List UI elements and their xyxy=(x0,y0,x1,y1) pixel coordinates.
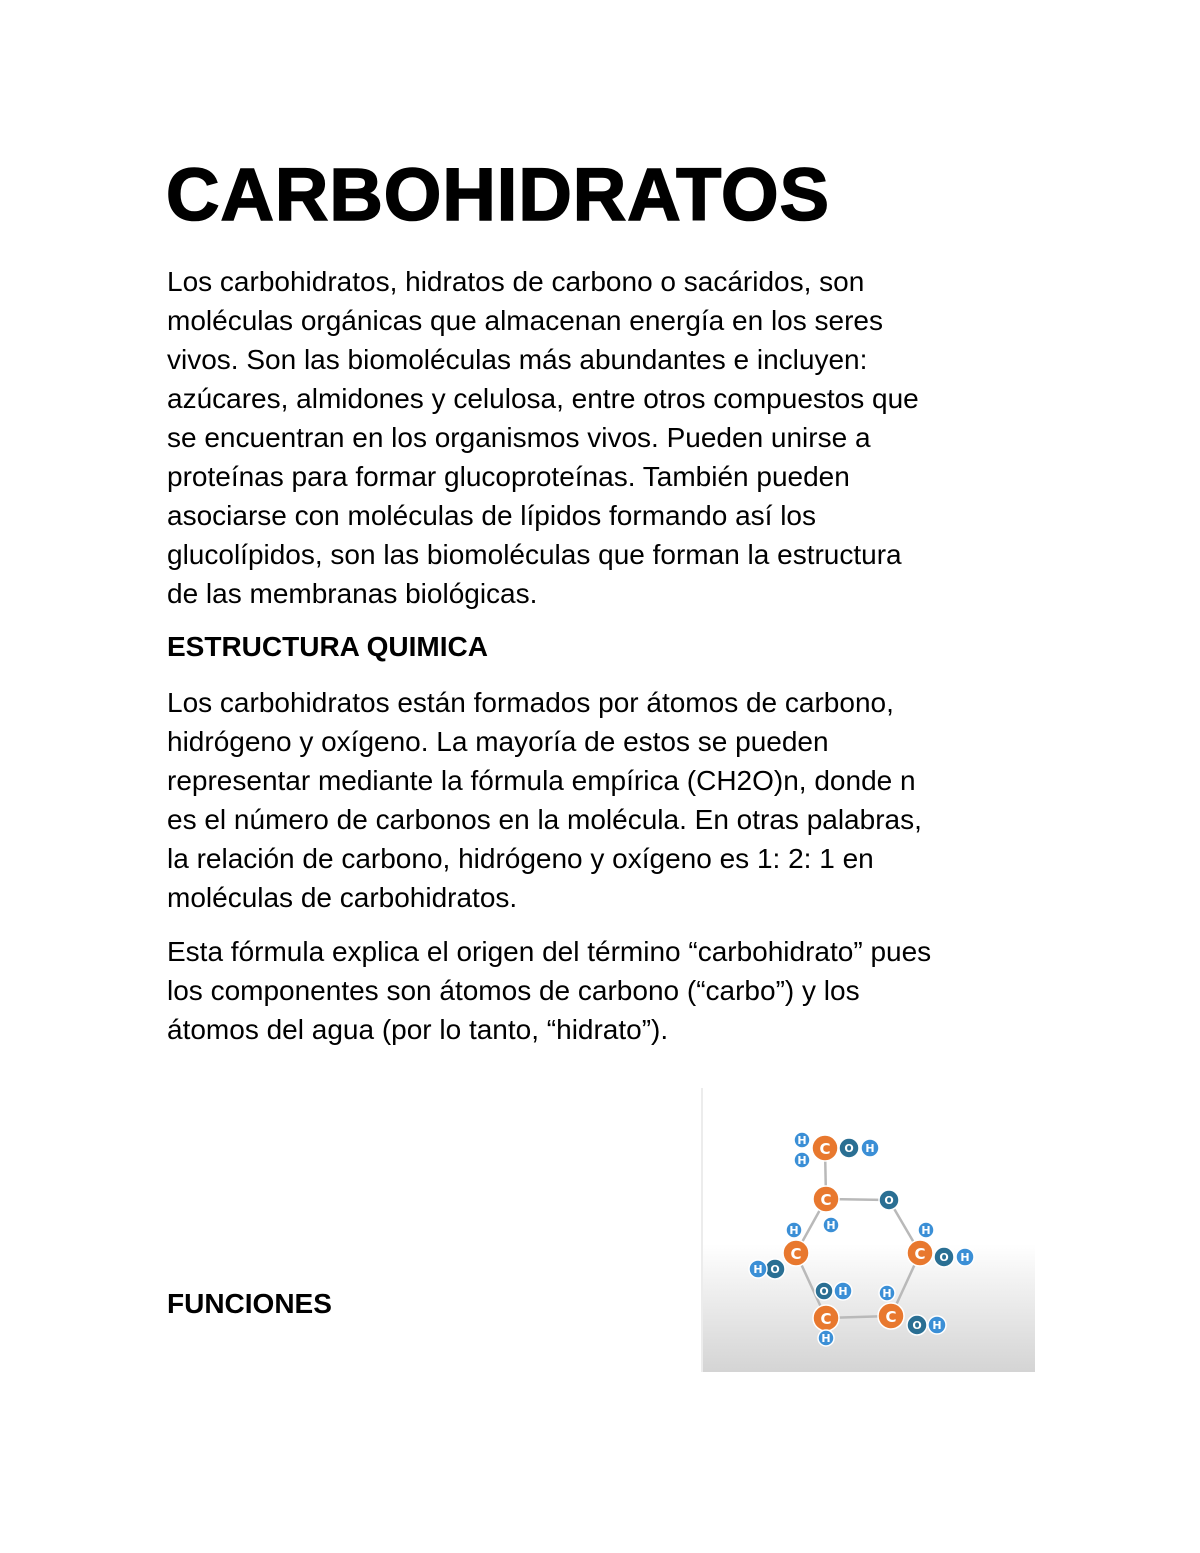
hydrogen-atom xyxy=(794,1132,810,1148)
carbon-atom xyxy=(813,1305,839,1331)
hydrogen-atom xyxy=(818,1330,834,1346)
svg-text:C: C xyxy=(790,1245,802,1263)
hydrogen-atom xyxy=(928,1316,946,1334)
svg-text:H: H xyxy=(865,1142,875,1155)
carbon-atom xyxy=(878,1303,904,1329)
hydrogen-atom xyxy=(749,1260,767,1278)
hydrogen-atom xyxy=(834,1282,852,1300)
carbon-atom xyxy=(907,1240,933,1266)
hydrogen-atom xyxy=(861,1139,879,1157)
svg-text:H: H xyxy=(921,1224,931,1237)
hydrogen-atom xyxy=(786,1222,802,1238)
svg-text:C: C xyxy=(914,1245,926,1263)
glucose-molecule-figure xyxy=(701,1088,1035,1372)
svg-text:H: H xyxy=(826,1219,836,1232)
svg-text:H: H xyxy=(960,1251,970,1264)
svg-text:O: O xyxy=(844,1142,854,1155)
estructura-paragraph-2: Esta fórmula explica el origen del término “carbohidrato” pues los componentes son átomos de carbono (“carbo”) y los átomos del agua (por lo tanto, “hidrato”). xyxy=(167,936,932,1045)
svg-text:H: H xyxy=(932,1319,942,1332)
svg-text:H: H xyxy=(797,1134,807,1147)
hydrogen-atom xyxy=(879,1285,895,1301)
carbon-atom xyxy=(783,1240,809,1266)
svg-text:O: O xyxy=(939,1251,949,1264)
oxygen-atom xyxy=(765,1259,785,1279)
intro-paragraph: Los carbohidratos, hidratos de carbono o sacáridos, son moléculas orgánicas que almacenan energía en los seres vivos. Son las biomoléculas más abundantes e incluyen: azúcares, almidones y celulosa, entre otros compuestos que se encuentran en los organismos vivos. Pueden unirse a proteínas para formar glucoproteínas. También pueden asociarse con moléculas de lípidos formando así los glucolípidos, son las biomoléculas que forman la estructura de las membranas biológicas. xyxy=(167,266,919,609)
svg-text:O: O xyxy=(770,1263,780,1276)
svg-text:O: O xyxy=(819,1285,829,1298)
svg-text:H: H xyxy=(821,1332,831,1345)
oxygen-atom xyxy=(934,1247,954,1267)
hydrogen-atom xyxy=(956,1248,974,1266)
hydrogen-atom xyxy=(794,1152,810,1168)
section-heading-funciones: FUNCIONES xyxy=(167,1288,332,1319)
svg-text:C: C xyxy=(820,1191,832,1209)
svg-text:O: O xyxy=(912,1319,922,1332)
hydrogen-atom xyxy=(823,1217,839,1233)
section-heading-estructura: ESTRUCTURA QUIMICA xyxy=(167,631,488,662)
hydrogen-atom xyxy=(918,1222,934,1238)
svg-text:H: H xyxy=(753,1263,763,1276)
estructura-paragraph-1: Los carbohidratos están formados por átomos de carbono, hidrógeno y oxígeno. La mayoría de estos se pueden representar mediante la fórmula empírica (CH2O)n, donde n es el número de carbonos en la molécula. En otras palabras, la relación de carbono, hidrógeno y oxígeno es 1: 2: 1 en moléculas de carbohidratos. xyxy=(167,687,922,913)
svg-text:H: H xyxy=(797,1154,807,1167)
svg-text:H: H xyxy=(882,1287,892,1300)
page-title: CARBOHIDRATOS xyxy=(166,153,830,236)
svg-text:C: C xyxy=(885,1308,897,1326)
oxygen-atom xyxy=(815,1282,833,1300)
oxygen-atom xyxy=(879,1190,899,1210)
svg-text:C: C xyxy=(820,1310,832,1328)
glucose-molecule-diagram xyxy=(703,1088,1035,1372)
svg-text:H: H xyxy=(789,1224,799,1237)
svg-text:O: O xyxy=(884,1194,894,1207)
carbon-atom xyxy=(812,1135,838,1161)
oxygen-atom xyxy=(839,1138,859,1158)
svg-text:C: C xyxy=(819,1140,831,1158)
svg-text:H: H xyxy=(838,1285,848,1298)
carbon-atom xyxy=(813,1186,839,1212)
oxygen-atom xyxy=(907,1315,927,1335)
